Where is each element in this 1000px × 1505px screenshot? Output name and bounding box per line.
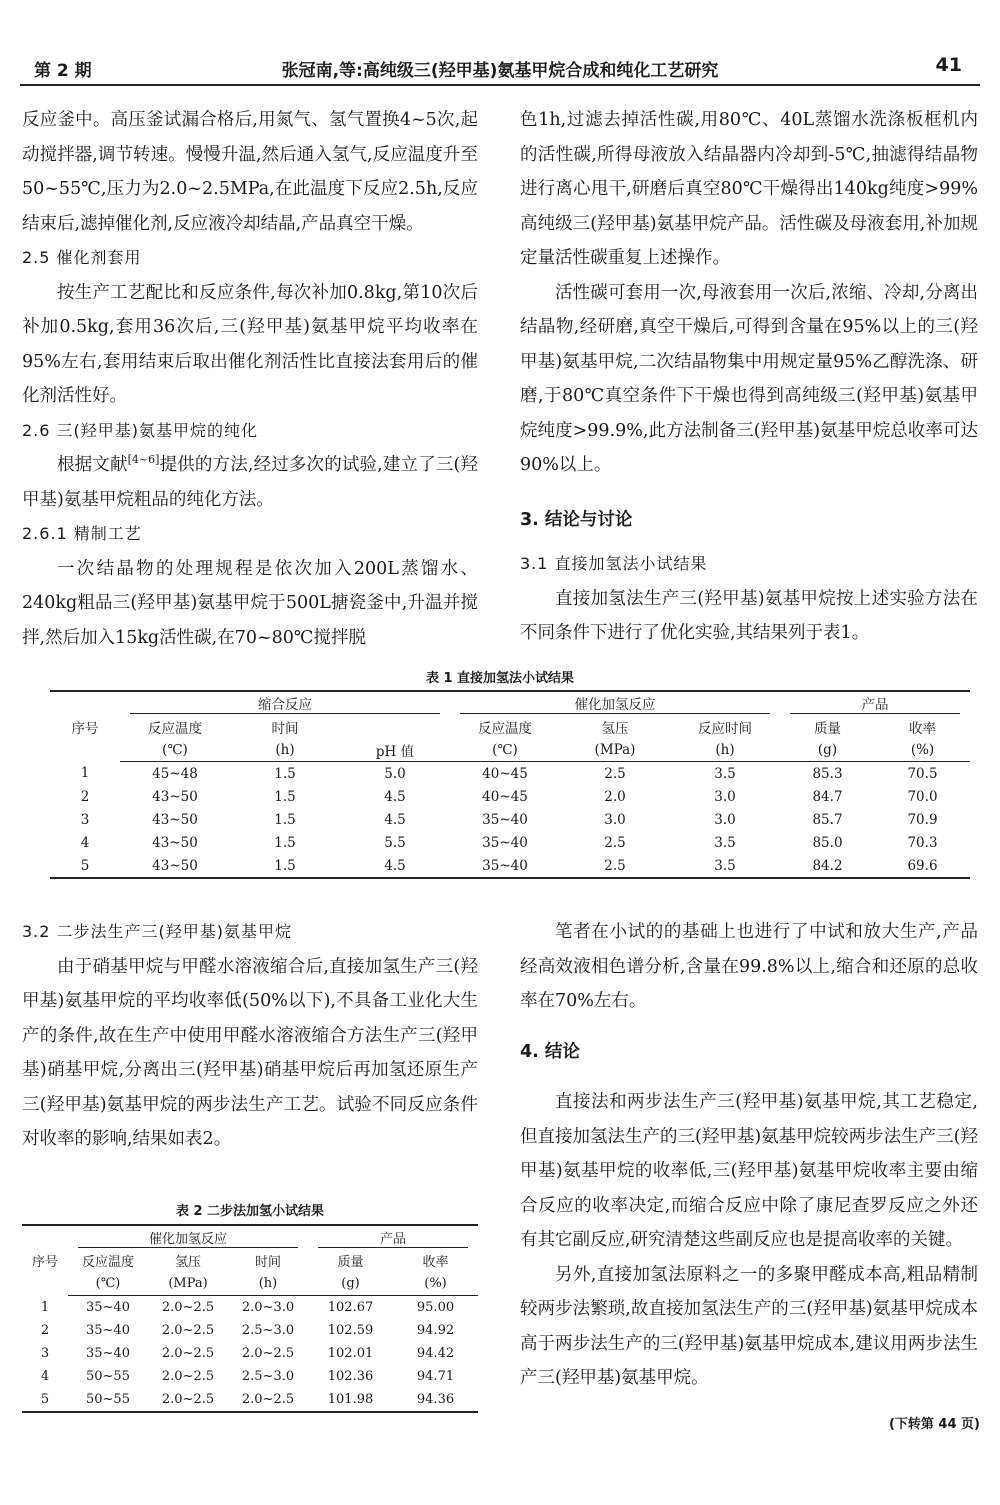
running-header [20, 52, 980, 82]
table-1-col-header: 反应温度 [148, 720, 202, 737]
table-2-unit: (%) [393, 1272, 478, 1296]
cell: 3.0 [714, 811, 736, 828]
page-number: 41 [935, 54, 962, 76]
paragraph: 一次结晶物的处理规程是依次加入200L蒸馏水、240kg粗品三(羟甲基)氨基甲烷于500L搪瓷釜中,升温并搅拌,然后加入15kg活性碳,在70~80℃搅拌脱 [22, 558, 478, 648]
table-1-unit: (MPa) [560, 738, 670, 762]
cell: 85.0 [812, 834, 843, 851]
cell: 1.5 [274, 765, 296, 782]
cell: 3.0 [714, 788, 736, 805]
text-run: 根据文献 [57, 455, 128, 475]
cell: 50~55 [86, 1369, 130, 1384]
table-1-caption: 表 1 直接加氢法小试结果 [425, 671, 575, 686]
cell: 35~40 [482, 811, 528, 828]
cell: 5 [22, 1388, 68, 1412]
cell: 3 [40, 1346, 50, 1361]
table-2-col-header: 质量 [337, 1255, 364, 1270]
section-heading-3: 3. 结论与讨论 [520, 509, 633, 530]
cell: 2.0~2.5 [161, 1300, 215, 1315]
right-column-top [520, 103, 978, 651]
table-2-unit: (MPa) [148, 1272, 228, 1296]
cell: 2.5~3.0 [241, 1369, 295, 1384]
cell: 102.59 [327, 1323, 374, 1338]
cell: 2.0~3.0 [241, 1300, 295, 1315]
cell: 4 [40, 1369, 50, 1384]
cell: 84.2 [780, 854, 875, 878]
table-row [50, 831, 970, 854]
cell: 102.36 [327, 1369, 374, 1384]
cell: 1 [40, 1299, 50, 1315]
cell: 4 [80, 834, 90, 851]
cell: 2 [80, 788, 90, 805]
paragraph: 直接法和两步法生产三(羟甲基)氨基甲烷,其工艺稳定,但直接加氢法生产的三(羟甲基)氨基甲烷较两步法生产三(羟甲基)氨基甲烷的收率低,三(羟甲基)氨基甲烷收率主要由缩合反应的收率决定,而缩合反应中除了康尼查罗反应之外还有其它副反应,研究清楚这些副反应也是提高收率的关键。 [520, 1092, 978, 1250]
section-heading-2-6: 2.6 三(羟甲基)氨基甲烷的纯化 [22, 420, 259, 440]
cell: 1.5 [274, 834, 296, 851]
table-row [22, 1296, 478, 1320]
cell: 45~48 [152, 765, 198, 782]
cell: 3.5 [714, 765, 736, 782]
cell: 2.5~3.0 [241, 1323, 295, 1338]
cell: 101.98 [308, 1388, 393, 1412]
table-1-unit: (℃) [450, 738, 560, 762]
section-heading-2-5: 2.5 催化剂套用 [22, 248, 142, 267]
left-column-top [22, 103, 478, 655]
cell: 4.5 [384, 811, 406, 828]
table-1-unit: (h) [230, 738, 340, 762]
paragraph: 直接加氢法生产三(羟甲基)氨基甲烷按上述实验方法在不同条件下进行了优化实验,其结果列于表1。 [520, 588, 978, 643]
table-2-unit: (℃) [68, 1272, 148, 1296]
cell: 69.6 [875, 854, 970, 878]
cell: 1.5 [274, 811, 296, 828]
table-1-col-header: 时间 [271, 720, 299, 737]
table-2-col-header: 时间 [254, 1255, 281, 1270]
cell: 94.36 [393, 1388, 478, 1412]
table-2-group-header: 催化加氢反应 [68, 1225, 308, 1249]
table-row [50, 808, 970, 831]
table-2-col-header: 氢压 [174, 1255, 201, 1270]
table-1-col-header: 收率 [909, 720, 936, 737]
table-2-unit: (g) [308, 1272, 393, 1296]
cell: 2.0~2.5 [228, 1388, 308, 1412]
cell: 3.0 [604, 811, 626, 828]
left-column-bottom [22, 915, 478, 1157]
cell: 4.5 [384, 788, 406, 805]
cell: 40~45 [482, 788, 528, 805]
cell: 1 [80, 765, 90, 782]
cell: 43~50 [152, 788, 198, 805]
cell: 5.0 [384, 765, 406, 782]
table-row [50, 762, 970, 786]
cell: 4.5 [340, 854, 450, 878]
cell: 70.3 [907, 834, 938, 851]
right-column-bottom [520, 915, 978, 1396]
cell: 43~50 [152, 834, 198, 851]
table-1-unit: (%) [875, 738, 970, 762]
cell: 50~55 [68, 1388, 148, 1412]
table-2-group-header: 产品 [308, 1225, 478, 1249]
cell: 1.5 [274, 788, 296, 805]
paragraph: 反应釜中。高压釜试漏合格后,用氮气、氢气置换4~5次,起动搅拌器,调节转速。慢慢升温,然后通入氢气,反应温度升至50~55℃,压力为2.0~2.5MPa,在此温度下反应2.5h,反应结束后,滤掉催化剂,反应液冷却结晶,产品真空干燥。 [22, 110, 478, 234]
table-1-seq-header: 序号 [50, 691, 120, 762]
table-2 [22, 1224, 478, 1413]
section-heading-3-2: 3.2 二步法生产三(羟甲基)氨基甲烷 [22, 922, 293, 941]
cell: 94.42 [416, 1346, 455, 1361]
cell: 1.5 [230, 854, 340, 878]
cell: 85.7 [812, 811, 843, 828]
cell: 2.0~2.5 [148, 1388, 228, 1412]
cell: 95.00 [416, 1300, 455, 1315]
paragraph: 活性碳可套用一次,母液套用一次后,浓缩、冷却,分离出结晶物,经研磨,真空干燥后,可得到含量在95%以上的三(羟甲基)氨基甲烷,二次结晶物集中用规定量95%乙醇洗涤、研磨,于80℃真空条件下干燥也得到高纯级三(羟甲基)氨基甲烷纯度>99.9%,此方法制备三(羟甲基)氨基甲烷总收率可达90%以上。 [520, 282, 978, 475]
table-1-unit: (g) [780, 738, 875, 762]
table-2-seq-header: 序号 [22, 1225, 68, 1296]
table-1 [50, 690, 970, 879]
table-2-unit: (h) [228, 1272, 308, 1296]
table-1-col-header: 反应温度 [478, 720, 532, 737]
cell: 102.67 [327, 1300, 374, 1315]
table-row [22, 1365, 478, 1388]
cell: 70.0 [907, 788, 938, 805]
cell: 102.01 [327, 1346, 374, 1361]
table-1-unit: pH 值 [340, 738, 450, 762]
cell: 35~40 [450, 854, 560, 878]
paragraph: 色1h,过滤去掉活性碳,用80℃、40L蒸馏水洗涤板框机内的活性碳,所得母液放入结晶器内冷却到-5℃,抽滤得结晶物进行离心甩干,研磨后真空80℃干燥得出140kg纯度>99%高纯级三(羟甲基)氨基甲烷产品。活性碳及母液套用,补加规定量活性碳重复上述操作。 [520, 110, 978, 268]
paragraph: 笔者在小试的的基础上也进行了中试和放大生产,产品经高效液相色谱分析,含量在99.8%以上,缩合和还原的总收率在70%左右。 [520, 922, 978, 1011]
table-row [22, 1388, 478, 1412]
text-run: 提供的方法,经过多次的试验,建立了三(羟甲基)氨基甲烷粗品的纯化方法。 [22, 455, 478, 510]
cell: 70.9 [907, 811, 938, 828]
table-row [22, 1319, 478, 1342]
continued-note: (下转第 44 页) [888, 1417, 980, 1432]
paragraph: 由于硝基甲烷与甲醛水溶液缩合后,直接加氢生产三(羟甲基)氨基甲烷的平均收率低(50%以下),不具备工业化大生产的条件,故在生产中使用甲醛水溶液缩合方法生产三(羟甲基)硝基甲烷,分离出三(羟甲基)硝基甲烷后再加氢还原生产三(羟甲基)氨基甲烷的两步法生产工艺。试验不同反应条件对收率的影响,结果如表2。 [22, 956, 478, 1149]
section-heading-4: 4. 结论 [520, 1041, 580, 1062]
table-1-group-header: 产品 [780, 691, 970, 715]
cell: 43~50 [120, 854, 230, 878]
cell: 70.5 [907, 765, 938, 782]
cell: 3.5 [670, 854, 780, 878]
paragraph: 按生产工艺配比和反应条件,每次补加0.8kg,第10次后补加0.5kg,套用36次后,三(羟甲基)氨基甲烷平均收率在95%左右,套用结束后取出催化剂活性比直接法套用后的催化剂活性好。 [22, 282, 478, 406]
cell: 94.71 [416, 1369, 455, 1384]
section-heading-2-6-1: 2.6.1 精制工艺 [22, 524, 142, 543]
table-2-caption: 表 2 二步法加氢小试结果 [175, 1204, 325, 1219]
cell: 5.5 [384, 834, 406, 851]
table-1-col-header: 反应时间 [698, 720, 752, 737]
cell: 2.5 [604, 834, 626, 851]
cell: 35~40 [482, 834, 528, 851]
paragraph: 另外,直接加氢法原料之一的多聚甲醛成本高,粗品精制较两步法繁琐,故直接加氢法生产的三(羟甲基)氨基甲烷成本高于两步法生产的三(羟甲基)氨基甲烷成本,建议用两步法生产三(羟甲基)氨基甲烷。 [520, 1264, 978, 1388]
table-1-col-header: 质量 [814, 720, 841, 737]
cell: 2.5 [604, 765, 626, 782]
cell: 2.0 [604, 788, 626, 805]
cell: 2 [40, 1323, 50, 1338]
issue-number: 第 2 期 [34, 61, 92, 81]
table-row [22, 1342, 478, 1365]
table-1-unit: (℃) [120, 738, 230, 762]
cell: 35~40 [86, 1323, 130, 1338]
header-rule [20, 84, 980, 86]
table-2-col-header: 收率 [422, 1255, 449, 1270]
cell: 2.5 [560, 854, 670, 878]
cell: 2.0~2.5 [161, 1369, 215, 1384]
cell: 2.0~2.5 [161, 1323, 215, 1338]
table-1-col-header: 氢压 [601, 720, 629, 737]
table-2-col-header: 反应温度 [81, 1255, 134, 1270]
cell: 35~40 [86, 1346, 130, 1361]
cell: 3 [80, 811, 90, 828]
cell: 94.92 [416, 1323, 455, 1338]
cell: 2.0~2.5 [161, 1346, 215, 1361]
cell: 84.7 [812, 788, 843, 805]
table-row [50, 854, 970, 878]
cell: 2.0~2.5 [241, 1346, 295, 1361]
table-1-group-header: 缩合反应 [120, 691, 450, 715]
table-row [50, 785, 970, 808]
cell: 85.3 [812, 765, 843, 782]
table-1-group-header: 催化加氢反应 [450, 691, 780, 715]
cell: 43~50 [152, 811, 198, 828]
cell: 40~45 [482, 765, 528, 782]
cell: 3.5 [714, 834, 736, 851]
section-heading-3-1: 3.1 直接加氢法小试结果 [520, 554, 708, 573]
paragraph [22, 448, 478, 517]
cell: 35~40 [86, 1300, 130, 1315]
citation: [4~6] [127, 453, 160, 467]
table-1-col-header [340, 715, 450, 738]
running-title: 张冠南,等:高纯级三(羟甲基)氨基甲烷合成和纯化工艺研究 [281, 61, 719, 81]
table-1-unit: (h) [670, 738, 780, 762]
cell: 5 [50, 854, 120, 878]
